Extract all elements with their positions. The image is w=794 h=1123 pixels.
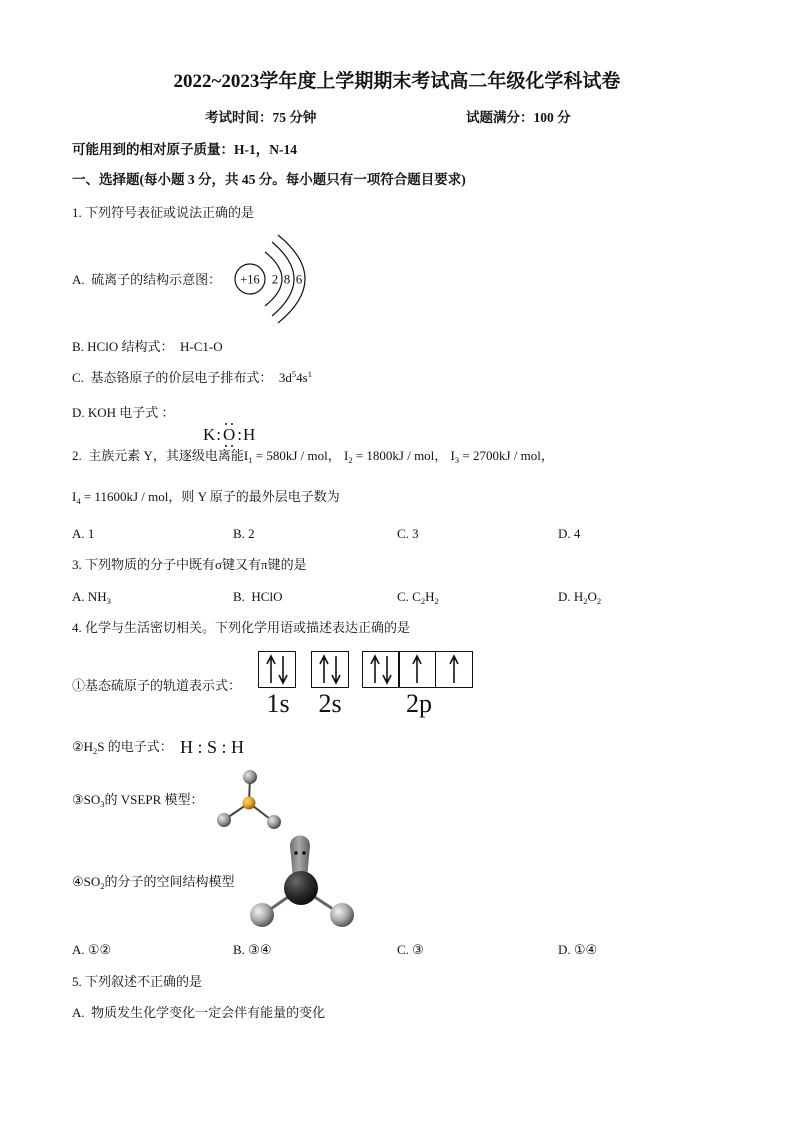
q1-option-d: D. KOH 电子式 ： [72, 405, 175, 420]
q2-stem-line-2 [72, 488, 340, 506]
orbital-cell [398, 651, 436, 688]
orbital-box-2s [311, 651, 349, 688]
orbital-cell [311, 651, 349, 688]
spin-down-arrow [332, 656, 340, 683]
spin-up-arrow [320, 656, 328, 683]
q2-option-b: B. 2 [233, 526, 255, 541]
q4-item-2 [72, 738, 173, 756]
full-score: 试题满分：100 分 [466, 110, 571, 125]
electron-arrows [399, 652, 435, 687]
text-run: 的 VSEPR 模型： [104, 792, 204, 807]
orbital-label-2s: 2s [318, 689, 342, 718]
subscript: 2 [434, 596, 439, 606]
text-run: I [343, 448, 349, 463]
subscript: 2 [583, 596, 588, 606]
electron-pair: : [237, 425, 243, 444]
text-run: B. HClO [233, 589, 283, 604]
q3-option-a [72, 588, 111, 606]
q4-option-d: D. ①④ [558, 942, 598, 957]
electron-arrows [363, 652, 399, 687]
electron-arrows [312, 652, 348, 687]
text-run: = 2700kJ / mol， [459, 448, 554, 463]
oxygen-atom [330, 903, 354, 927]
hydrogen-symbol: H [243, 425, 256, 444]
q2-option-a: A. 1 [72, 526, 95, 541]
sulfide-ion-structure-diagram [228, 232, 318, 327]
text-run: A. NH [72, 589, 107, 604]
text-run: = 1800kJ / mol， [352, 448, 451, 463]
q4-item-3 [72, 791, 204, 809]
oxygen-atom [267, 815, 281, 829]
lone-pair-dot [294, 851, 298, 855]
text-run: O [587, 589, 597, 604]
text-run: 的分子的空间结构模型 [104, 874, 235, 889]
q4-option-b: B. ③④ [233, 942, 272, 957]
subscript: 4 [76, 496, 81, 506]
electron-pair: : [216, 425, 222, 444]
subscript: 3 [106, 596, 111, 606]
subscript: 3 [454, 455, 460, 465]
q1-stem: 1. 下列符号表征或说法正确的是 [72, 205, 255, 220]
q1-option-a: A. 硫离子的结构示意图： [72, 272, 222, 287]
oxygen-atom [217, 813, 231, 827]
shell-count-1: 2 [271, 271, 279, 287]
spin-up-arrow [371, 656, 379, 683]
q4-option-c: C. ③ [397, 942, 424, 957]
oxygen-letter: O [223, 425, 236, 444]
potassium-symbol: K [203, 425, 216, 444]
orbital-box-1s [258, 651, 296, 688]
subscript: 1 [248, 455, 253, 465]
text-run: I [450, 448, 455, 463]
q3-stem: 3. 下列物质的分子中既有σ键又有π键的是 [72, 557, 307, 572]
electron-arrows [259, 652, 295, 687]
electron-arrows [436, 652, 472, 687]
q3-option-c [397, 588, 439, 606]
text-run: I [243, 448, 249, 463]
orbital-label-2p: 2p [406, 689, 432, 718]
text-run: 4s [296, 370, 308, 385]
text-run: D. H [558, 589, 584, 604]
spin-up-arrow [267, 656, 275, 683]
orbital-label-1s: 1s [266, 689, 290, 718]
so3-vsepr-model [213, 768, 285, 834]
text-run: ③SO [72, 792, 101, 807]
q4-option-a: A. ①② [72, 942, 112, 957]
exam-time: 考试时间：75 分钟 [205, 110, 317, 125]
text-run: = 11600kJ / mol，则 Y 原子的最外层电子数为 [80, 489, 340, 504]
subscript: 2 [348, 455, 353, 465]
h2s-electron-formula: H : S : H [180, 737, 245, 757]
subscript: 2 [93, 746, 98, 756]
q3-option-d [558, 588, 601, 606]
section-heading: 一、选择题(每小题 3 分，共 45 分。每小题只有一项符合题目要求) [72, 172, 466, 187]
oxygen-atom [250, 903, 274, 927]
spin-up-arrow [450, 656, 458, 683]
orbital-cell [435, 651, 473, 688]
so2-spatial-structure-model [247, 832, 359, 932]
superscript: 5 [291, 369, 297, 379]
subscript: 2 [596, 596, 602, 606]
orbital-cell [362, 651, 400, 688]
shell-count-2: 8 [283, 271, 291, 287]
text-run: S 的电子式： [97, 739, 173, 754]
text-run: H [425, 589, 435, 604]
superscript: 1 [307, 369, 312, 379]
oxygen-atom [243, 770, 257, 784]
q4-item-4 [72, 873, 235, 891]
text-run: ②H [72, 739, 94, 754]
q1-option-b: B. HClO 结构式： H-C1-O [72, 339, 223, 354]
q5-option-a: A. 物质发生化学变化一定会伴有能量的变化 [72, 1005, 326, 1020]
text-run: 2. 主族元素 Y，其逐级电离能 [72, 448, 244, 463]
oxygen-symbol [222, 424, 236, 446]
sulfur-atom [284, 871, 318, 905]
subscript: 2 [420, 596, 426, 606]
atomic-masses-note: 可能用到的相对原子质量：H-1，N-14 [72, 142, 297, 157]
q1-option-c [72, 369, 312, 387]
text-run: C. 基态铬原子的价层电子排布式： 3d [72, 370, 292, 385]
spin-up-arrow [413, 656, 421, 683]
q5-stem: 5. 下列叙述不正确的是 [72, 974, 203, 989]
spin-down-arrow [383, 656, 391, 683]
lone-pair-dot [302, 851, 306, 855]
q2-stem-line-1 [72, 447, 554, 465]
q3-option-b [233, 588, 282, 606]
nucleus-charge: +16 [240, 272, 260, 287]
sulfur-atom [243, 797, 256, 810]
subscript: 2 [100, 881, 105, 891]
text-run: = 580kJ / mol， [252, 448, 344, 463]
q2-option-c: C. 3 [397, 526, 419, 541]
subscript: 3 [100, 799, 105, 809]
text-run: I [72, 489, 77, 504]
q2-option-d: D. 4 [558, 526, 581, 541]
text-run: ④SO [72, 874, 101, 889]
text-run: C. C [397, 589, 421, 604]
orbital-cell [258, 651, 296, 688]
q4-stem: 4. 化学与生活密切相关。下列化学用语或描述表达正确的是 [72, 620, 411, 635]
exam-title: 2022~2023学年度上学期期末考试高二年级化学科试卷 [173, 71, 621, 92]
shell-count-3: 6 [295, 271, 303, 287]
q4-item-1: ①基态硫原子的轨道表示式： [72, 678, 242, 693]
spin-down-arrow [279, 656, 287, 683]
orbital-box-2p [362, 651, 473, 688]
